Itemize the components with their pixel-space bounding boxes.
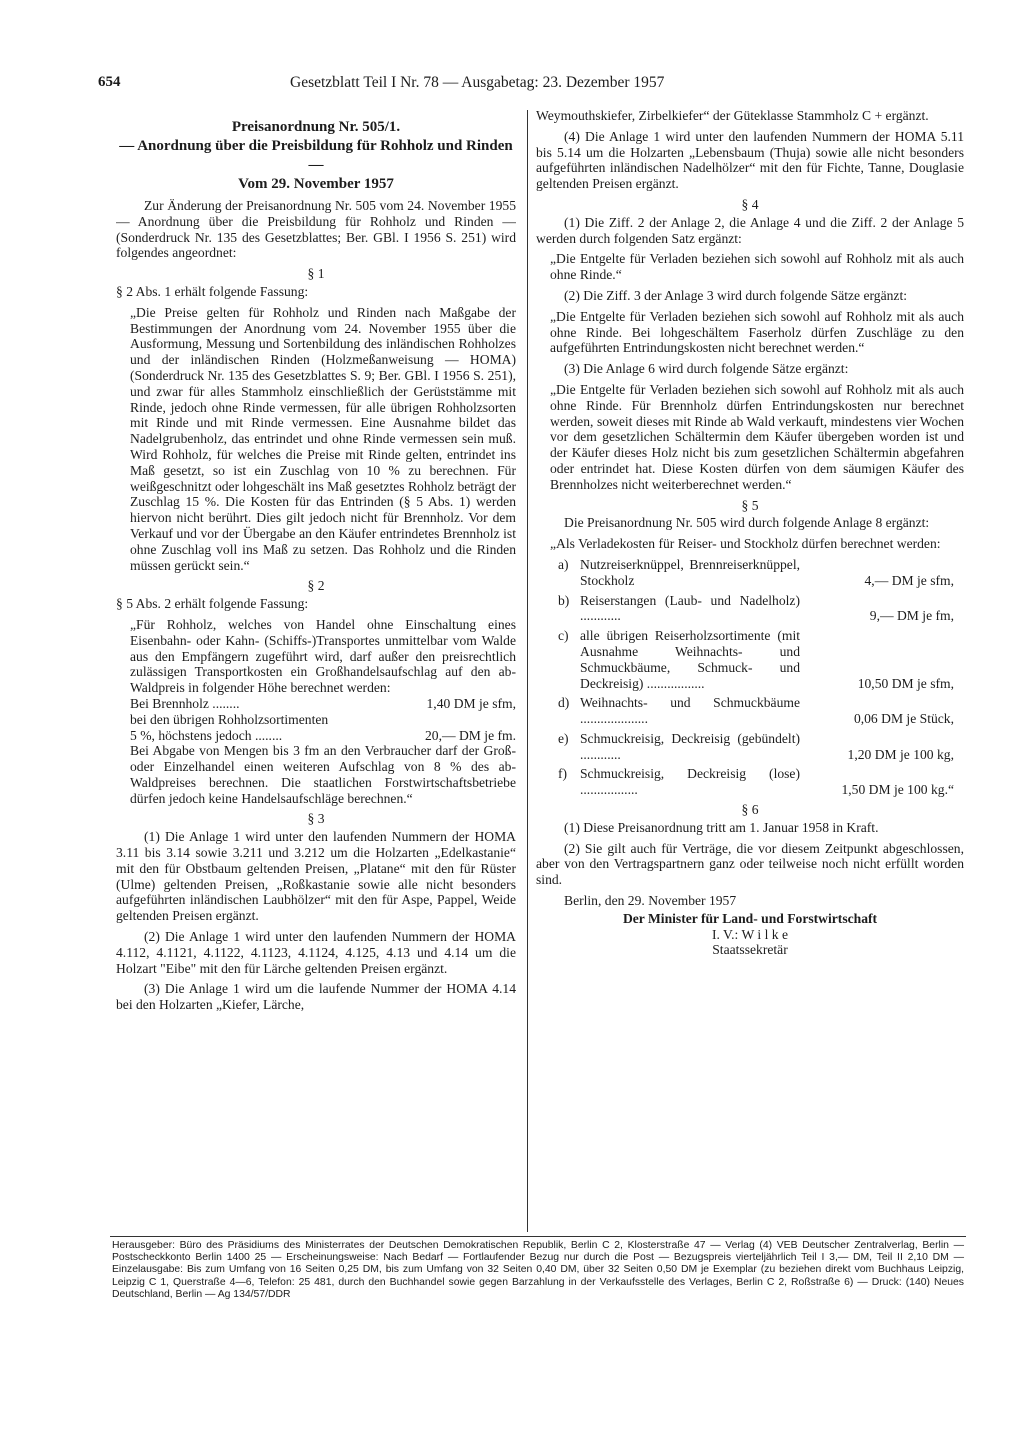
item-key: d) [558,695,570,711]
column-divider [527,110,528,1232]
section-1-lead: § 2 Abs. 1 erhält folgende Fassung: [116,283,309,299]
item-value: 10,50 DM je sfm, [857,675,954,691]
place-date: Berlin, den 29. November 1957 [564,893,737,909]
item-text: alle übrigen Reiserholzsortimente (mit Ausnahme Weihnachts- und Schmuckbäume, Schmuck- und Deckreisig) ................. [580,628,800,691]
section-4-para-1: (1) Die Ziff. 2 der Anlage 2, die Anlage 4 und die Ziff. 2 der Anlage 5 werden durch folgenden Satz ergänzt: [536,214,964,246]
section-5-heading: § 5 [741,497,759,513]
section-6-heading: § 6 [741,802,759,818]
section-4-para-3: (3) Die Anlage 6 wird durch folgende Sätze ergänzt: [564,361,849,377]
section-3-heading: § 3 [307,811,325,827]
item-text: Reiserstangen (Laub- und Nadelholz) ............ [580,592,800,624]
section-3-para-1: (1) Die Anlage 1 wird unter den laufenden Nummern der HOMA 3.11 bis 3.14 sowie 3.211 und 3.212 um die Holzarten „Edelkastanie“ mit den für Obstbaum geltenden Preisen, „Platane“ mit den für Rüster (Ulme) geltenden Preisen, „Roßkastanie sowie alle nicht besonders aufgeführten inländischen Laubhölzer“ mit den für Aspe, Pappel, Weide geltenden Preisen ergänzt. [116,829,516,924]
item-value: 1,20 DM je 100 kg, [847,746,954,762]
rate-label: Bei Brennholz ........ [130,695,240,711]
section-3-para-4: (4) Die Anlage 1 wird unter den laufenden Nummern der HOMA 5.11 bis 5.14 um die Holzarten „Lebensbaum (Thuja) sowie alle nicht besonders aufgeführten inländischen Nadelhölzer“ mit den für Fichte, Tanne, Douglasie geltenden Preisen ergänzt. [536,128,964,192]
deputy-rank: Staatssekretär [712,942,788,958]
section-3-para-3: (3) Die Anlage 1 wird um die laufende Nummer der HOMA 4.14 bei den Holzarten „Kiefer, Lärche, [116,981,516,1013]
rate-row-other [130,728,516,744]
section-4-quote-1: „Die Entgelte für Verladen beziehen sich sowohl auf Rohholz mit als auch ohne Rinde.“ [550,251,964,283]
section-4-quote-3: „Die Entgelte für Verladen beziehen sich sowohl auf Rohholz mit als auch ohne Rinde. Für Brennholz dürfen Entrindungskosten nur berechnet werden, soweit dieses mit Rinde ab Wald verkauft, mindestens vier Wochen vor dem gesetzlichen Schältermin dem Käufer übergeben worden ist und der Käufer dieses Holz nicht bis zum gesetzlichen Schältermin abgefahren oder entrindet hat. Diese Kosten dürfen von dem säumigen Käufer des Brennholzes nicht weiterberechnet werden.“ [550,381,964,492]
section-2-quote: „Für Rohholz, welches von Handel ohne Einschaltung eines Eisenbahn- oder Kahn- (Schiffs-)Transportes unmittelbar vom Walde aus den Empfängern zugeführt wird, darf außer den preisrechtlich zulässigen Transportkosten ein Großhandelsaufschlag auf den ab-Waldpreis in folgender Höhe berechnet werden: [130,616,516,696]
item-value: 1,50 DM je 100 kg.“ [841,782,954,798]
section-3-continuation: Weymouthskiefer, Zirbelkiefer“ der Güteklasse Stammholz C + ergänzt. [536,108,929,123]
left-column [116,118,516,1230]
running-title: Gesetzblatt Teil I Nr. 78 — Ausgabetag: 23. Dezember 1957 [290,74,665,91]
item-key: b) [558,592,570,608]
section-4-heading: § 4 [741,196,759,212]
rate-label-other: bei den übrigen Rohholzsortimenten [130,711,329,727]
section-1-heading: § 1 [307,266,325,282]
section-2-lead: § 5 Abs. 2 erhält folgende Fassung: [116,596,309,612]
rate-row-firewood [130,696,516,712]
section-5-quote: „Als Verladekosten für Reiser- und Stockholz dürfen berechnet werden: [550,536,941,552]
section-6-para-2: (2) Sie gilt auch für Verträge, die vor diesem Zeitpunkt abgeschlossen, aber von den Vertragspartnern ganz oder teilweise noch nicht erfüllt worden sind. [536,840,964,888]
section-2-heading: § 2 [307,578,325,594]
intro-paragraph: Zur Änderung der Preisanordnung Nr. 505 vom 24. November 1955 — Anordnung über die Preisbildung für Rohholz und Rinden — (Sonderdruck Nr. 135 des Gesetzblattes; Ber. GBl. I 1956 S. 251) wird folgendes angeordnet: [116,198,516,261]
list-item [558,731,964,763]
item-key: c) [558,628,569,644]
item-value: 0,06 DM je Stück, [853,711,954,727]
item-key: f) [558,766,568,782]
right-column [536,108,964,1226]
item-text: Schmuckreisig, Deckreisig (lose) ................. [580,766,800,798]
ordinance-date: Vom 29. November 1957 [238,176,394,192]
publisher-imprint: Herausgeber: Büro des Präsidiums des Ministerrates der Deutschen Demokratischen Republik, Berlin C 2, Klosterstraße 47 — Verlag (4) VEB Deutscher Zentralverlag, Berlin — Postscheckkonto Berlin 1400 25 — Erscheinungsweise: Nach Bedarf — Fortlaufender Bezug nur durch die Post — Bezugspreis vierteljährlich Teil I 3,— DM, Teil II 2,10 DM — Einzelausgabe: Bis zum Umfang von 16 Seiten 0,25 DM, bis zum Umfang von 32 Seiten 0,40 DM, über 32 Seiten 0,50 DM je Exemplar (zu beziehen direkt vom Buchhaus Leipzig, Leipzig C 1, Querstraße 4—6, Telefon: 25 481, durch den Buchhandel sowie gegen Barzahlung in der Verkaufsstelle des Verlages, Berlin C 2, Roßstraße 6) — Druck: (140) Neues Deutschland, Berlin — Ag 134/57/DDR [112,1240,964,1300]
list-item [558,593,964,625]
minister-title: Der Minister für Land- und Forstwirtschaft [622,910,878,926]
rate-value: 1,40 DM je sfm, [426,695,516,711]
section-2-tail: Bei Abgabe von Mengen bis 3 fm an den Verbraucher darf der Groß- oder Einzelhandel einen weiteren Aufschlag von 8 % des ab-Waldpreises berechnen. Die staatlichen Forstwirtschaftsbetriebe dürfen jedoch keine Handelsaufschläge berechnen.“ [130,743,516,806]
surcharge-rates [116,696,516,743]
list-item [558,557,964,589]
rate-label: 5 %, höchstens jedoch ........ [130,727,283,743]
item-key: a) [558,556,569,572]
section-1-quote: „Die Preise gelten für Rohholz und Rinden nach Maßgabe der Bestimmungen der Anordnung vom 24. November 1955 über die Ausformung, Messung und Sortenbildung des inländischen Rohholzes und der inländischen Rinden (Holzmeßanweisung — HOMA) (Sonderdruck Nr. 135 des Gesetzblattes S. 9; Ber. GBl. I 1956 S. 251), und zwar für alles Stammholz einschließlich der Gerüststämme mit Rinde, jedoch ohne Rinde vermessen, für alle übrigen Rohholzsorten mit Rinde und mit Rinde vermessen. Eine Ausnahme bildet das Nadelgrubenholz, das entrindet und ohne Rinde vermessen sein muß. Wird Rohholz, für welches die Preise mit Rinde gelten, entrindet ins Maß gesetzt, so ist ein Zuschlag von 10 % zu berechnen. Für weißgeschnitzt oder lohgeschält ins Maß gesetztes Rohholz beträgt der Zuschlag 15 %. Die Kosten für das Entrinden (§ 5 Abs. 1) werden hiervon nicht berührt. Dies gilt jedoch nicht für Brennholz. Vor dem Verkauf und vor der Übergabe an den Käufer entrindetes Brennholz ist ohne Zuschlag voll ins Maß zu setzen. Das Rohholz und die Rinden müssen gerückt sein.“ [130,304,516,573]
item-key: e) [558,730,569,746]
item-value: 4,— DM je sfm, [864,572,954,588]
item-text: Nutzreiserknüppel, Brennreiserknüppel, Stockholz [580,556,800,588]
ordinance-subtitle: — Anordnung über die Preisbildung für Rohholz und Rinden — [119,138,513,173]
deputy-signature: I. V.: W i l k e [711,926,789,942]
list-item [558,628,964,691]
item-text: Schmuckreisig, Deckreisig (gebündelt) ............ [580,730,800,762]
section-3-para-2: (2) Die Anlage 1 wird unter den laufenden Nummern der HOMA 4.112, 4.1121, 4.1122, 4.1123, 4.1124, 4.125, 4.13 und 4.14 um die Holzart "Eibe" mit den für Lärche geltenden Preisen ergänzt. [116,929,516,976]
list-item [558,695,964,727]
page-number: 654 [98,74,121,90]
loading-cost-list [536,557,964,798]
item-text: Weihnachts- und Schmuckbäume .................... [580,695,800,727]
item-value: 9,— DM je fm, [869,608,954,624]
section-4-para-2: (2) Die Ziff. 3 der Anlage 3 wird durch folgende Sätze ergänzt: [564,287,907,303]
rate-value: 20,— DM je fm. [425,727,516,743]
section-4-quote-2: „Die Entgelte für Verladen beziehen sich sowohl auf Rohholz mit als auch ohne Rinde. Bei lohgeschältem Faserholz dürfen Zuschläge zu den aufgeführten Entrindungskosten nicht berechnet werden.“ [550,308,964,356]
ordinance-title: Preisanordnung Nr. 505/1. [231,119,401,135]
footer-divider [110,1236,966,1237]
section-5-intro: Die Preisanordnung Nr. 505 wird durch folgende Anlage 8 ergänzt: [564,515,930,531]
section-6-para-1: (1) Diese Preisanordnung tritt am 1. Januar 1958 in Kraft. [564,819,879,835]
list-item [558,766,964,798]
